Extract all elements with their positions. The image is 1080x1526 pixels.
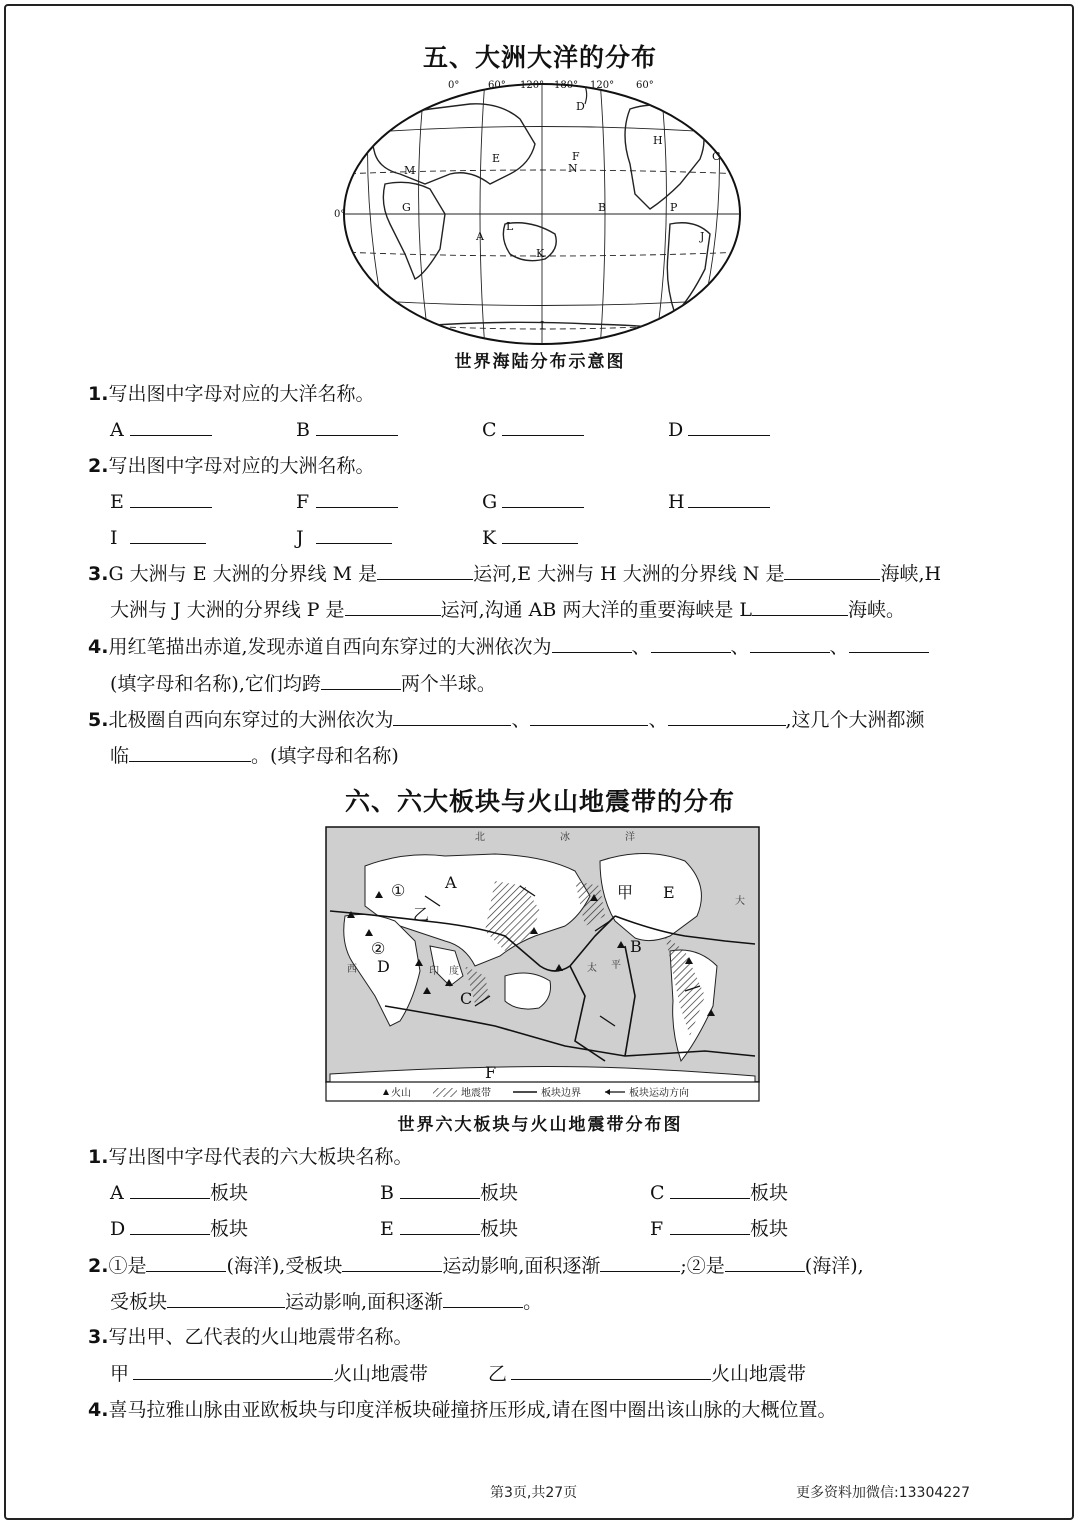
answer-blank[interactable] [670, 1216, 750, 1235]
legend-seismic: 地震带 [461, 1088, 491, 1099]
ocean-label-2: ② [371, 939, 386, 958]
equator-label: 0° [334, 209, 346, 220]
map-text: 平 [611, 960, 621, 971]
map-text: 北 [475, 832, 485, 843]
lon-label: 120° [520, 80, 545, 91]
lon-label: 180° [554, 80, 579, 91]
lon-label: 60° [636, 80, 654, 91]
answer-blank[interactable] [400, 1180, 480, 1199]
answer-blank[interactable] [130, 1180, 210, 1199]
belt-label-yi: 乙 [413, 905, 430, 924]
map-letter: B [598, 201, 607, 214]
answer-blank[interactable] [130, 525, 206, 544]
answer-blank[interactable] [345, 597, 441, 616]
ocean-label-1: ① [391, 881, 406, 900]
map-letter: C [712, 150, 721, 163]
answer-blank[interactable] [502, 417, 584, 436]
map-caption-plates: 世界六大板块与火山地震带分布图 [397, 1115, 683, 1135]
answer-blank[interactable] [167, 1289, 285, 1308]
plate-label-e: E [663, 883, 675, 902]
map-text: 冰 [560, 832, 570, 843]
world-plates-map [325, 826, 761, 1102]
map-letter: K [536, 247, 545, 260]
answer-blank[interactable] [443, 1289, 523, 1308]
answer-blank[interactable] [670, 1180, 750, 1199]
answer-blank[interactable] [849, 634, 929, 653]
belt-label-jia: 甲 [617, 883, 634, 902]
map-caption-continents: 世界海陆分布示意图 [454, 352, 626, 372]
answer-blank[interactable] [316, 525, 392, 544]
question-5-4: 4.用红笔描出赤道,发现赤道自西向东穿过的大洲依次为 、 、 、 [88, 634, 929, 659]
answer-blank[interactable] [146, 1253, 226, 1272]
answer-blank[interactable] [725, 1253, 805, 1272]
question-6-2: 2.①是 (海洋),受板块 运动影响,面积逐渐 ;②是 (海洋), [88, 1255, 864, 1277]
map-text: 度 [449, 966, 459, 977]
answer-blank[interactable] [651, 634, 731, 653]
answer-blank[interactable] [130, 1216, 210, 1235]
map-text: 大 [735, 896, 745, 907]
answer-blank[interactable] [552, 634, 632, 653]
question-6-1: 1.写出图中字母代表的六大板块名称。 [88, 1146, 413, 1168]
answer-blank[interactable] [752, 597, 848, 616]
map-letter: D [576, 100, 585, 113]
map-letter: L [506, 220, 514, 233]
question-5-5: 5.北极圈自西向东穿过的大洲依次为 、 、 ,这几个大洲都濒 [88, 709, 925, 731]
map-letter: E [492, 152, 501, 165]
answer-blank[interactable] [511, 1361, 711, 1380]
section-title-plates: 六、六大板块与火山地震带的分布 [344, 787, 735, 816]
question-6-3: 3.写出甲、乙代表的火山地震带名称。 [88, 1326, 413, 1348]
answer-blank[interactable] [784, 561, 880, 580]
answer-blank[interactable] [342, 1253, 442, 1272]
answer-blank[interactable] [316, 417, 398, 436]
map-letter: M [404, 164, 416, 177]
plate-label-b: B [630, 937, 642, 956]
legend-boundary: 板块边界 [541, 1088, 581, 1099]
answer-blank[interactable] [377, 561, 473, 580]
legend-volcano: 火山 [391, 1088, 411, 1099]
answer-blank[interactable] [400, 1216, 480, 1235]
answer-blank[interactable] [130, 417, 212, 436]
plate-label-d: D [377, 957, 390, 976]
map-letter: F [572, 150, 580, 163]
answer-blank[interactable] [129, 743, 251, 762]
answer-blank[interactable] [502, 525, 578, 544]
map-text: 印 [429, 966, 439, 977]
contact-info: 更多资料加微信:13304227 [796, 1485, 970, 1501]
answer-blank[interactable] [133, 1361, 333, 1380]
answer-blank[interactable] [688, 489, 770, 508]
map-letter: J [700, 230, 705, 243]
map-letter: H [653, 134, 663, 147]
map-letter: I [540, 319, 545, 332]
lon-label: 120° [590, 80, 615, 91]
question-5-1: 1.写出图中字母对应的大洋名称。 [88, 383, 375, 405]
answer-blank[interactable] [750, 634, 830, 653]
plate-label-f: F [485, 1063, 497, 1082]
legend-motion: 板块运动方向 [629, 1088, 689, 1099]
lon-label: 0° [448, 80, 460, 91]
map-text: 洋 [625, 832, 635, 843]
plate-label-a: A [445, 873, 457, 892]
plate-label-c: C [460, 989, 473, 1008]
answer-blank[interactable] [130, 489, 212, 508]
map-letter: G [402, 201, 411, 214]
question-6-4: 4.喜马拉雅山脉由亚欧板块与印度洋板块碰撞挤压形成,请在图中圈出该山脉的大概位置。 [88, 1399, 837, 1421]
answer-blank[interactable] [393, 707, 511, 726]
section-title-continents: 五、大洲大洋的分布 [422, 43, 657, 72]
map-letter: N [568, 162, 578, 175]
answer-blank[interactable] [530, 707, 648, 726]
map-letter: A [476, 230, 484, 243]
map-letter: P [670, 201, 678, 214]
page-number: 第3页,共27页 [490, 1485, 578, 1501]
answer-blank[interactable] [502, 489, 584, 508]
answer-blank[interactable] [321, 671, 401, 690]
answer-blank[interactable] [668, 707, 786, 726]
question-5-3: 3.G 大洲与 E 大洲的分界线 M 是 运河,E 大洲与 H 大洲的分界线 N 是 海峡,H [88, 563, 942, 585]
world-land-sea-map [330, 74, 760, 346]
map-text: 太 [587, 963, 597, 974]
lon-label: 60° [488, 80, 506, 91]
answer-blank[interactable] [600, 1253, 680, 1272]
question-5-4-cont: (填字母和名称),它们均跨 两个半球。 [110, 673, 496, 695]
map-text: 西 [347, 964, 357, 975]
question-6-2-cont: 受板块 运动影响,面积逐渐 。 [110, 1291, 543, 1313]
question-5-3-cont: 大洲与 J 大洲的分界线 P 是 运河,沟通 AB 两大洋的重要海峡是 L 海峡。 [110, 599, 906, 621]
answer-blank[interactable] [688, 417, 770, 436]
question-5-2: 2.写出图中字母对应的大洲名称。 [88, 455, 375, 477]
answer-blank[interactable] [316, 489, 398, 508]
question-5-5-cont: 临 。(填字母和名称) [110, 745, 399, 767]
